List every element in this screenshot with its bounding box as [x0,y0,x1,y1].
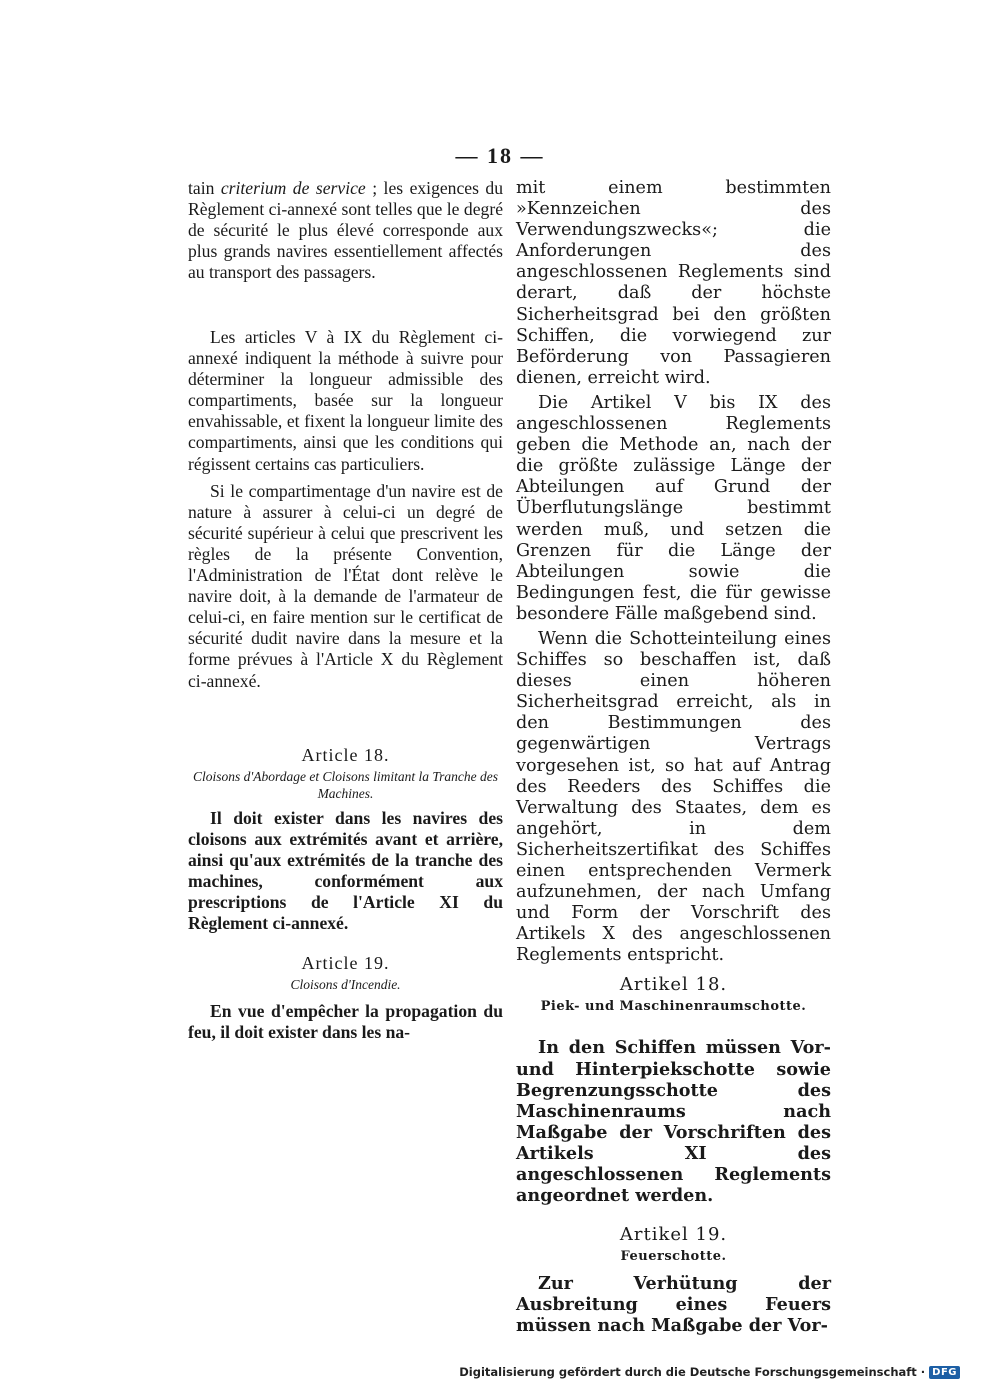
french-column [188,178,503,1043]
credit-text: Digitalisierung gefördert durch die Deutsche Forschungsgemeinschaft · [459,1365,926,1379]
page-number: — 18 — [455,143,545,168]
fr-article-18-title: Article 18. [301,744,390,765]
de-paragraph-4: In den Schiffen müssen Vor- und Hinterpiekschotte sowie Begrenzungsschotte des Maschinenraums nach Maßgabe der Vorschriften des Artikels XI des angeschlossenen Reglements angeordnet werden. [516,1037,831,1207]
fr-paragraph-1 [188,178,503,304]
fr-article-19-title: Article 19. [301,953,390,974]
de-article-19-subtitle: Feuerschotte. [620,1249,727,1265]
digitization-credit [459,1365,960,1379]
fr-paragraph-4: Il doit exister dans les navires des cloisons aux extrémités avant et arrière, ainsi qu'aux extrémités de la tranche des machines, conformément aux prescriptions de l'Article XI du Règlement ci-annexé. [188,807,503,934]
dfg-logo-icon: DFG [929,1366,960,1379]
de-paragraph-1: mit einem bestimmten »Kennzeichen des Verwendungszwecks«; die Anforderungen des angeschlossenen Reglements sind derart, daß der höchste Sicherheitsgrad bei den größten Schiffen, die vorwiegend zur Beförderung von Passagieren dienen, erreicht wird. [516,178,831,388]
de-article-18-subtitle: Piek- und Maschinenraumschotte. [540,999,807,1015]
fr-article-19-subtitle: Cloisons d'Incendie. [290,977,401,993]
german-column [516,178,831,1337]
de-paragraph-2: Die Artikel V bis IX des angeschlossenen Reglements geben die Methode an, nach der die größte zulässige Länge der Abteilungen auf Grund der Überflutungslänge bestimmt werden muß, und setzen die Grenzen für die Länge der Abteilungen sowie die Bedingungen fest, die für gewisse besondere Fälle maßgebend sind. [516,392,831,624]
fr-paragraph-3: Si le compartimentage d'un navire est de nature à assurer à celui-ci un degré de sécurité supérieur à celui que prescrivent les règles de la présente Convention, l'Administration de l'État dont relève le navire doit, à la demande de l'armateur de celui-ci, en faire mention sur le certificat de sécurité dudit navire dans la mesure et la forme prévues à l'Article X du Règlement ci-annexé. [188,480,503,691]
de-paragraph-3: Wenn die Schotteinteilung eines Schiffes so beschaffen ist, daß dieses einen höheren Sicherheitsgrad erreicht, als in den Bestimmungen des gegenwärtigen Vertrags vorgesehen ist, so hat auf Antrag des Reeders des Schiffes die Verwaltung des Staates, dem es angehört, in dem Sicherheitszertifikat des Schiffes einen entsprechenden Vermerk aufzunehmen, der nach Umfang und Form der Vorschrift des Artikels X des angeschlossenen Reglements entspricht. [516,628,831,966]
fr-p1-text: tain criterium de service ; les exigences du Règlement ci-annexé sont telles que le degré de sécurité le plus élevé corresponde aux plus grands navires essentiellement affectés au transport des passagers. [188,178,504,283]
fr-paragraph-5: En vue d'empêcher la propagation du feu, il doit exister dans les na- [188,1001,503,1043]
de-paragraph-5: Zur Verhütung der Ausbreitung eines Feuers müssen nach Maßgabe der Vor- [516,1273,831,1337]
fr-italic-phrase: criterium de service [220,178,366,198]
fr-paragraph-2: Les articles V à IX du Règlement ci-annexé indiquent la méthode à suivre pour déterminer la longueur admissible des compartiments, basée sur la longueur envahissable, et fixent la longueur limite des compartiments, ainsi que les conditions qui régissent certains cas particuliers. [188,327,503,474]
de-article-18-title: Artikel 18. [619,974,728,996]
fr-article-18-subtitle: Cloisons d'Abordage et Cloisons limitant la Tranche des Machines. [192,768,499,801]
de-article-19-title: Artikel 19. [619,1224,728,1246]
